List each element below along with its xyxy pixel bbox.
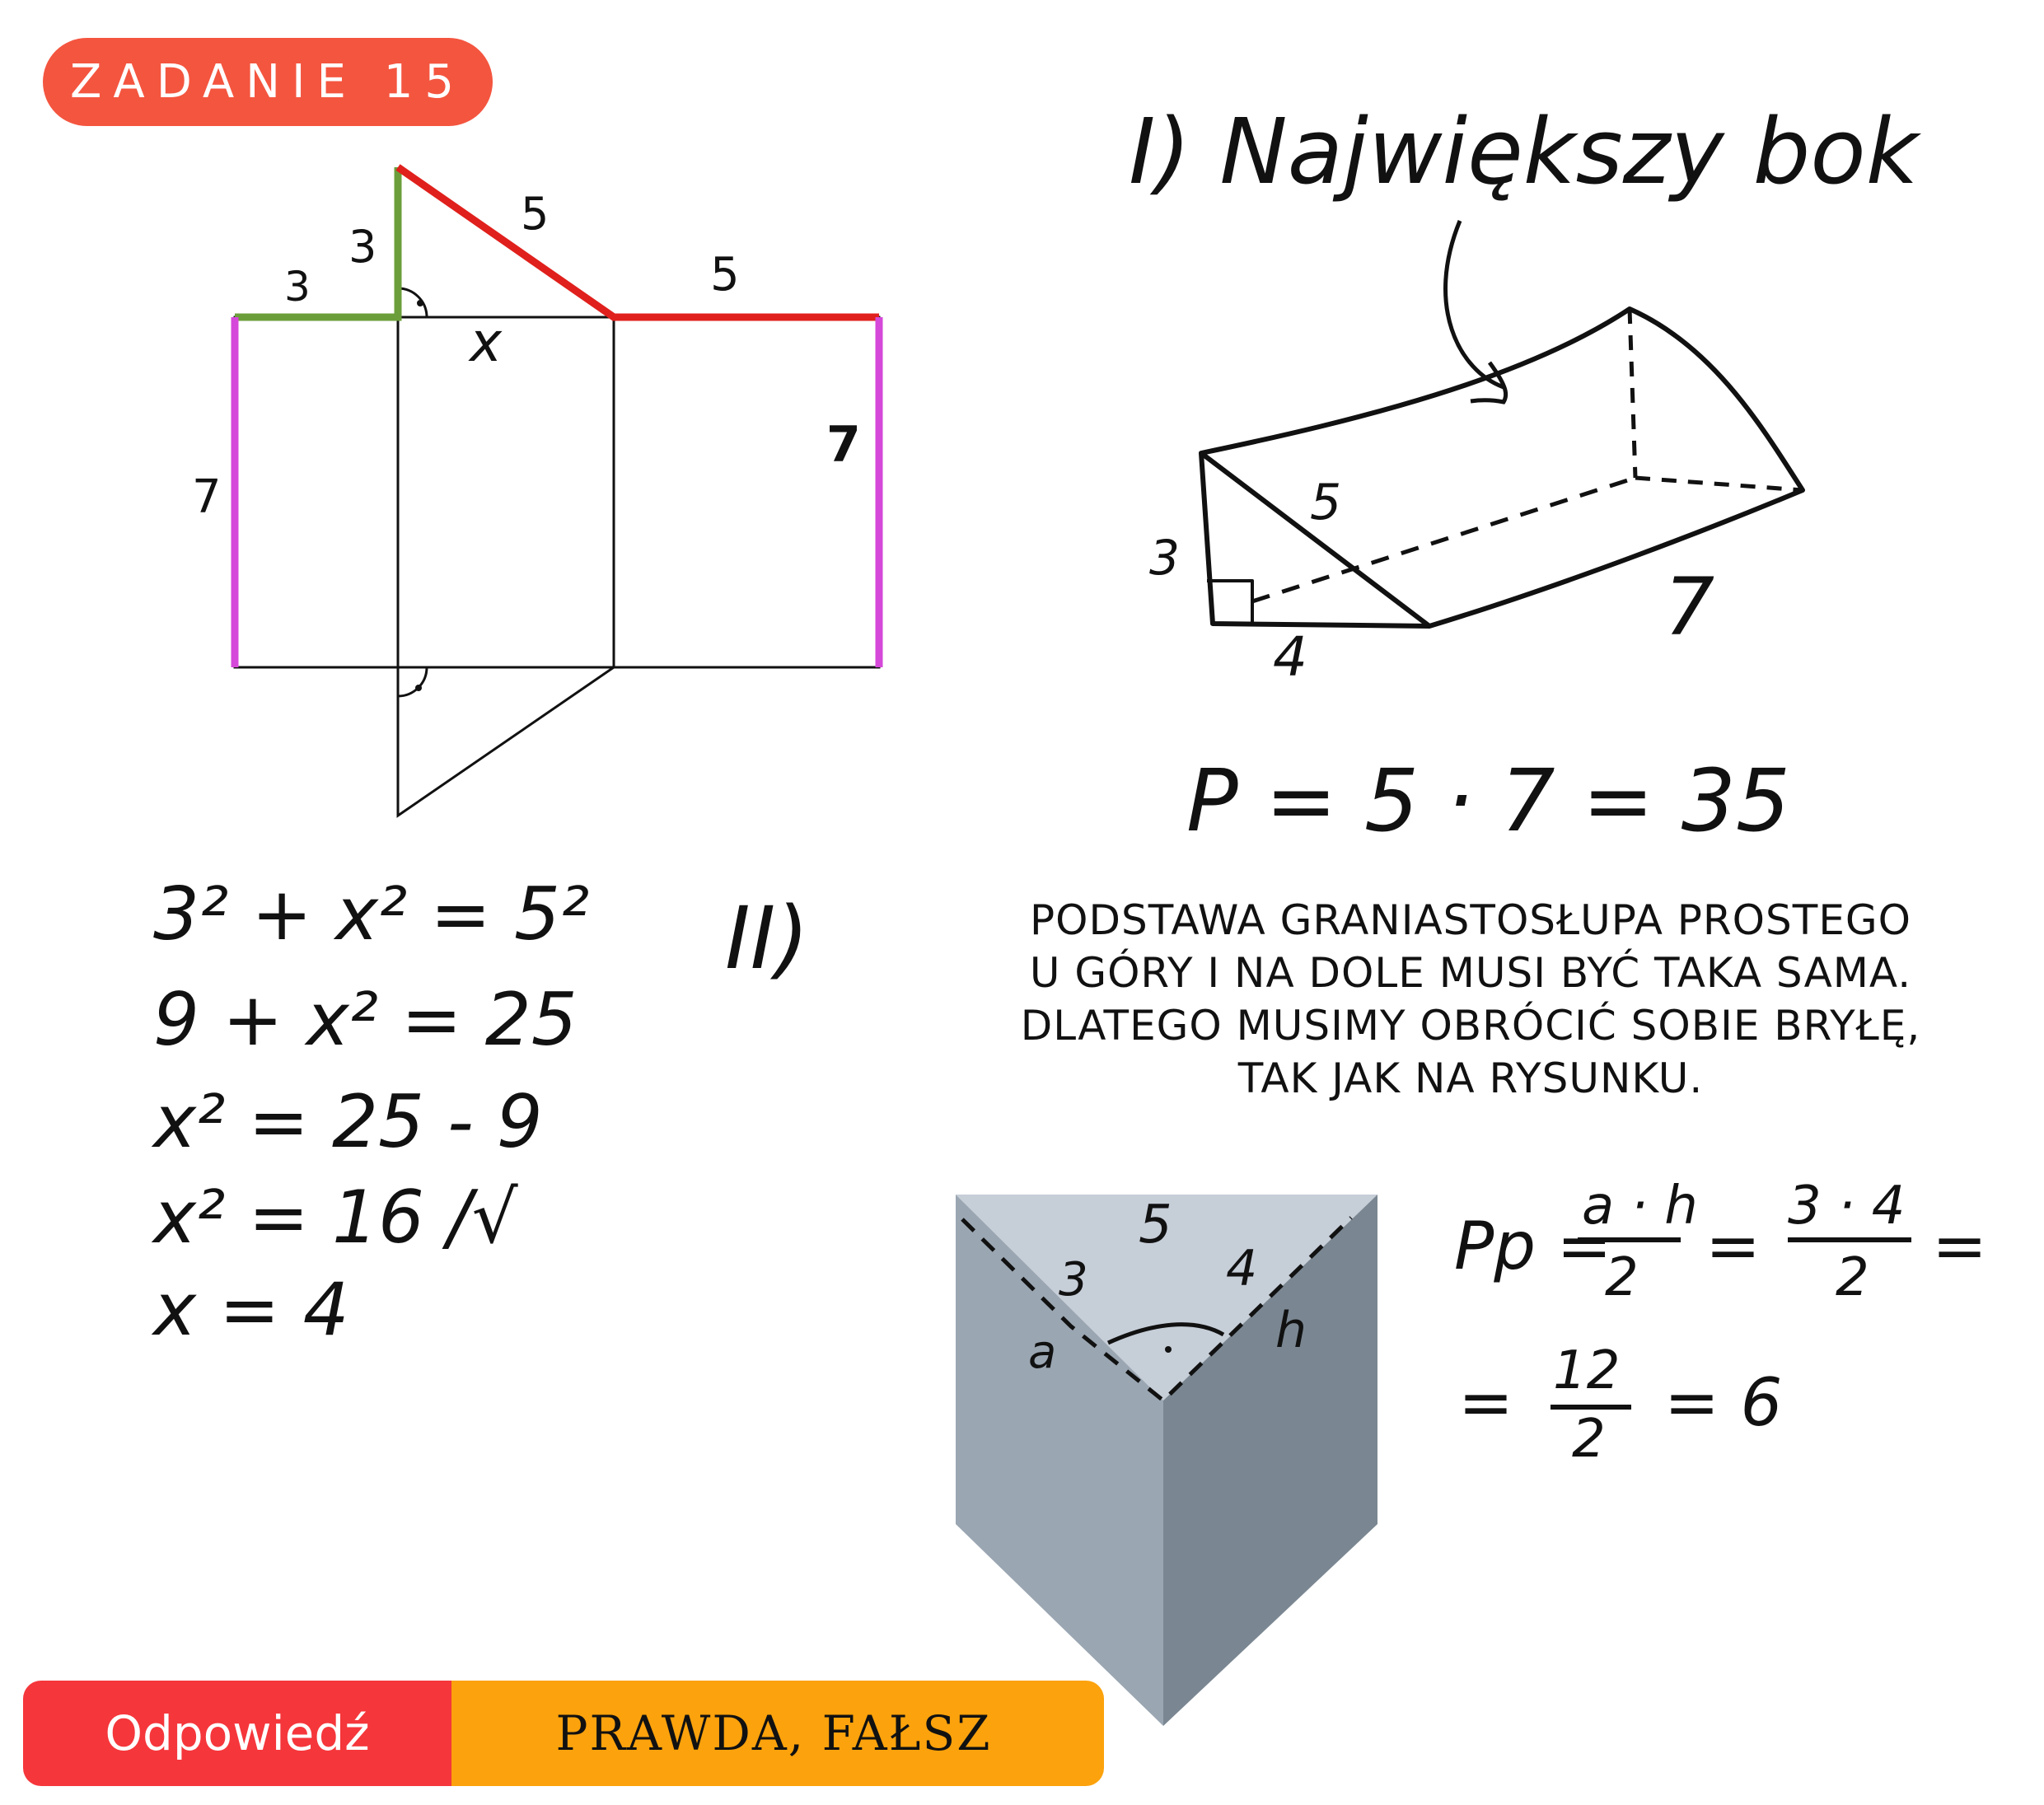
prism2-label-top: 5: [1139, 1195, 1172, 1256]
right-angle-bottom: [398, 667, 427, 696]
equation-2: 9 + x² = 25: [153, 977, 578, 1062]
formula-eq: =: [1705, 1208, 1761, 1284]
prism2-label-left: 3: [1059, 1253, 1088, 1307]
formula-den2: 2: [1836, 1247, 1869, 1308]
formula-num2: 3 · 4: [1788, 1176, 1906, 1237]
pointer-arrow-line: [1446, 221, 1504, 387]
prism-net: [235, 288, 879, 816]
label-red-top: 5: [710, 248, 740, 302]
equation-4: x² = 16 /√: [153, 1175, 518, 1260]
prism2-label-a: a: [1028, 1326, 1057, 1379]
label-right-side: 7: [826, 416, 861, 474]
equations: [151, 872, 589, 1352]
label-green-top: 3: [284, 263, 311, 311]
prism1-label-b: 4: [1273, 625, 1307, 689]
answer-bar: [23, 1681, 1104, 1786]
label-left-side: 7: [192, 470, 222, 524]
area-formula: [1454, 1176, 1987, 1470]
prism2-label-right: 4: [1226, 1240, 1258, 1298]
prism-3d: [956, 1195, 1377, 1726]
answer-label: Odpowiedź: [23, 1681, 451, 1786]
equation-1: 3² + x² = 5²: [153, 872, 590, 956]
formula-lhs: Pp =: [1454, 1208, 1612, 1284]
label-hyp: 5: [521, 188, 550, 240]
formula2-den: 2: [1572, 1409, 1606, 1470]
prism1-label-a: 3: [1149, 530, 1180, 586]
note-line-3: DLATEGO MUSIMY OBRÓCIĆ SOBIE BRYŁĘ,: [1020, 1002, 1921, 1050]
net-bottom-triangle: [398, 667, 614, 816]
prism1-label-hyp: 5: [1310, 474, 1342, 531]
note-line-1: PODSTAWA GRANIASTOSŁUPA PROSTEGO: [1029, 896, 1912, 944]
net-outline: [235, 317, 879, 667]
part1-heading: I) Największy bok: [1129, 99, 1919, 204]
label-x: x: [470, 311, 503, 374]
note-line-4: TAK JAK NA RYSUNKU.: [1237, 1054, 1704, 1102]
part1-formula: P = 5 · 7 = 35: [1186, 751, 1791, 851]
equation-3: x² = 25 - 9: [153, 1079, 543, 1164]
formula-den1: 2: [1605, 1247, 1639, 1308]
formula-num1: a · h: [1582, 1176, 1698, 1237]
formula2-result: = 6: [1664, 1364, 1783, 1441]
formula2-start: =: [1458, 1364, 1514, 1441]
part2-note: [939, 894, 2002, 1105]
formula2-num: 12: [1553, 1340, 1621, 1401]
answer-value: PRAWDA, FAŁSZ: [443, 1681, 1104, 1786]
task-badge: ZADANIE 15: [43, 38, 493, 126]
right-angle-dot-top: [417, 300, 423, 306]
equation-5: x = 4: [153, 1267, 349, 1352]
formula-end: =: [1932, 1208, 1988, 1284]
part2-heading: II): [725, 888, 809, 989]
prism1-label-length: 7: [1664, 561, 1715, 653]
right-angle-dot-bottom: [415, 685, 422, 691]
note-line-2: U GÓRY I NA DOLE MUSI BYĆ TAKA SAMA.: [1029, 949, 1912, 997]
prism2-label-h: h: [1275, 1302, 1307, 1359]
label-green-vertical: 3: [348, 221, 377, 273]
red-edges: [398, 167, 879, 317]
